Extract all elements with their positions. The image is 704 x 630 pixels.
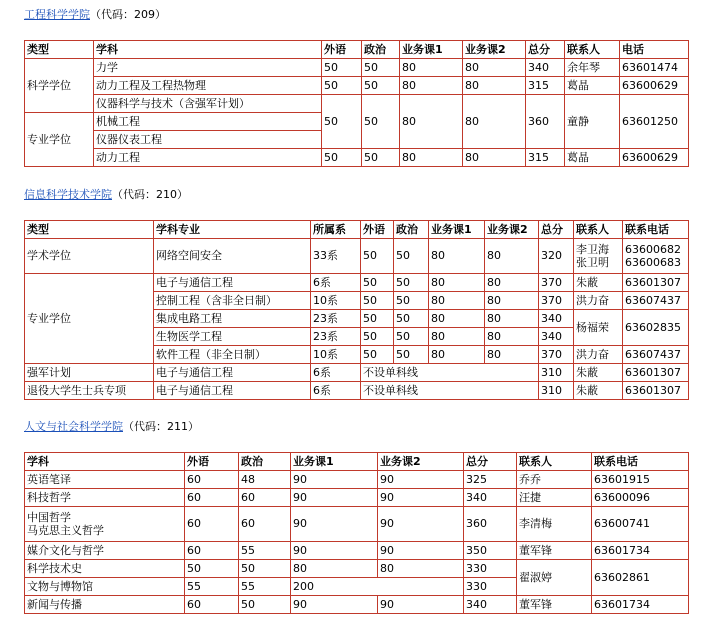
cell: 60 xyxy=(185,471,239,489)
cell: 350 xyxy=(464,542,517,560)
header-cell: 联系电话 xyxy=(592,453,689,471)
phone-cell: 63601915 xyxy=(592,471,689,489)
contact-cell: 乔乔 xyxy=(517,471,592,489)
header-cell: 业务课2 xyxy=(378,453,464,471)
phone-cell: 63600629 xyxy=(620,77,689,95)
cell: 90 xyxy=(378,507,464,542)
header-cell: 外语 xyxy=(185,453,239,471)
section-title-humanities xyxy=(24,420,199,434)
cell: 370 xyxy=(539,346,574,364)
contact-cell: 葛晶 xyxy=(565,149,620,167)
header-cell: 政治 xyxy=(362,41,400,59)
cell: 80 xyxy=(485,292,539,310)
table-header-row xyxy=(25,453,689,471)
table-row xyxy=(25,507,689,542)
humanities-score-table xyxy=(24,452,689,614)
cell: 50 xyxy=(361,310,394,328)
phone-cell: 63600096 xyxy=(592,489,689,507)
header-cell: 总分 xyxy=(526,41,565,59)
header-cell: 政治 xyxy=(394,221,429,239)
cell: 80 xyxy=(463,77,526,95)
subject-cell: 网络空间安全 xyxy=(154,239,311,274)
cell: 50 xyxy=(394,239,429,274)
humanities-school-link[interactable]: 人文与社会科学学院 xyxy=(24,420,123,433)
contact-name: 李卫海 xyxy=(576,243,609,256)
contact-cell: 朱蔽 xyxy=(574,364,623,382)
table-row xyxy=(25,596,689,614)
note-cell: 不设单科线 xyxy=(361,382,539,400)
cell: 50 xyxy=(361,292,394,310)
subject-cell: 软件工程（非全日制） xyxy=(154,346,311,364)
subject-cell: 英语笔译 xyxy=(25,471,185,489)
type-cell: 退役大学生士兵专项 xyxy=(25,382,154,400)
subject-cell: 生物医学工程 xyxy=(154,328,311,346)
contact-cell: 洪力奋 xyxy=(574,346,623,364)
cell: 200 xyxy=(291,578,464,596)
table-row xyxy=(25,149,689,167)
cell: 50 xyxy=(185,560,239,578)
phone-cell: 63607437 xyxy=(623,292,689,310)
table-row xyxy=(25,59,689,77)
cell: 310 xyxy=(539,364,574,382)
phone-cell: 63600741 xyxy=(592,507,689,542)
cell: 50 xyxy=(394,328,429,346)
subject-cell: 电子与通信工程 xyxy=(154,364,311,382)
phone-number: 63600683 xyxy=(625,256,681,269)
cell: 340 xyxy=(464,489,517,507)
cell: 50 xyxy=(362,95,400,149)
subject-cell: 力学 xyxy=(94,59,322,77)
cell: 50 xyxy=(361,274,394,292)
cell: 60 xyxy=(185,507,239,542)
cell: 50 xyxy=(239,596,291,614)
cell: 315 xyxy=(526,149,565,167)
contact-cell: 翟淑婷 xyxy=(517,560,592,596)
cell: 340 xyxy=(539,310,574,328)
cell: 50 xyxy=(322,95,362,149)
header-cell: 学科 xyxy=(25,453,185,471)
header-cell: 业务课1 xyxy=(400,41,463,59)
cell: 80 xyxy=(378,560,464,578)
cell: 80 xyxy=(400,77,463,95)
phone-cell: 63601307 xyxy=(623,274,689,292)
cell: 80 xyxy=(400,59,463,77)
phone-cell: 63601474 xyxy=(620,59,689,77)
engineering-school-link[interactable]: 工程科学学院 xyxy=(24,8,90,21)
type-cell: 科学学位 xyxy=(25,59,94,113)
cell: 23系 xyxy=(311,310,361,328)
cell: 50 xyxy=(361,328,394,346)
table-row xyxy=(25,274,689,292)
contact-cell: 董军锋 xyxy=(517,542,592,560)
phone-cell: 63601734 xyxy=(592,596,689,614)
cell: 340 xyxy=(464,596,517,614)
phone-cell: 63602861 xyxy=(592,560,689,596)
cell: 330 xyxy=(464,578,517,596)
header-cell: 业务课1 xyxy=(429,221,485,239)
cell: 50 xyxy=(394,292,429,310)
subject-cell: 机械工程 xyxy=(94,113,322,131)
contact-cell: 汪捷 xyxy=(517,489,592,507)
subject-cell: 科学技术史 xyxy=(25,560,185,578)
type-cell: 强军计划 xyxy=(25,364,154,382)
table-row xyxy=(25,382,689,400)
cell: 325 xyxy=(464,471,517,489)
phone-cell xyxy=(623,239,689,274)
header-cell: 业务课2 xyxy=(463,41,526,59)
table-row xyxy=(25,77,689,95)
table-header-row xyxy=(25,221,689,239)
header-cell: 政治 xyxy=(239,453,291,471)
information-school-code: （代码：210） xyxy=(112,188,188,201)
table-row xyxy=(25,542,689,560)
contact-name: 张卫明 xyxy=(576,256,609,269)
cell: 80 xyxy=(485,346,539,364)
subject-cell: 文物与博物馆 xyxy=(25,578,185,596)
header-cell: 外语 xyxy=(322,41,362,59)
cell: 50 xyxy=(394,274,429,292)
header-cell: 电话 xyxy=(620,41,689,59)
cell: 60 xyxy=(239,507,291,542)
cell: 6系 xyxy=(311,382,361,400)
note-cell: 不设单科线 xyxy=(361,364,539,382)
cell: 60 xyxy=(185,596,239,614)
cell: 10系 xyxy=(311,292,361,310)
cell: 340 xyxy=(526,59,565,77)
cell: 80 xyxy=(400,149,463,167)
table-row xyxy=(25,364,689,382)
cell: 6系 xyxy=(311,274,361,292)
subject-line: 马克思主义哲学 xyxy=(27,524,104,537)
contact-cell: 董军锋 xyxy=(517,596,592,614)
phone-cell: 63601734 xyxy=(592,542,689,560)
cell: 50 xyxy=(361,239,394,274)
cell: 80 xyxy=(429,239,485,274)
subject-cell: 动力工程及工程热物理 xyxy=(94,77,322,95)
subject-line: 中国哲学 xyxy=(27,511,71,524)
cell: 55 xyxy=(239,542,291,560)
cell: 80 xyxy=(485,328,539,346)
header-cell: 学科 xyxy=(94,41,322,59)
cell: 80 xyxy=(485,310,539,328)
section-title-information xyxy=(24,188,188,202)
cell: 90 xyxy=(291,596,378,614)
phone-cell: 63601307 xyxy=(623,364,689,382)
cell: 90 xyxy=(291,471,378,489)
contact-cell: 朱蔽 xyxy=(574,274,623,292)
contact-cell xyxy=(574,239,623,274)
subject-cell xyxy=(25,507,185,542)
engineering-school-code: （代码：209） xyxy=(90,8,166,21)
subject-cell: 集成电路工程 xyxy=(154,310,311,328)
phone-cell: 63601307 xyxy=(623,382,689,400)
cell: 50 xyxy=(239,560,291,578)
contact-cell: 葛晶 xyxy=(565,77,620,95)
header-cell: 联系电话 xyxy=(623,221,689,239)
cell: 90 xyxy=(291,489,378,507)
cell: 80 xyxy=(429,310,485,328)
cell: 320 xyxy=(539,239,574,274)
cell: 50 xyxy=(362,59,400,77)
cell: 90 xyxy=(291,542,378,560)
cell: 48 xyxy=(239,471,291,489)
table-row xyxy=(25,489,689,507)
phone-number: 63600682 xyxy=(625,243,681,256)
cell: 23系 xyxy=(311,328,361,346)
cell: 80 xyxy=(463,59,526,77)
table-row xyxy=(25,239,689,274)
table-row xyxy=(25,471,689,489)
information-school-link[interactable]: 信息科学技术学院 xyxy=(24,188,112,201)
cell: 50 xyxy=(322,77,362,95)
information-score-table xyxy=(24,220,689,400)
phone-cell: 63607437 xyxy=(623,346,689,364)
cell: 50 xyxy=(361,346,394,364)
cell: 80 xyxy=(400,95,463,149)
cell: 360 xyxy=(526,95,565,149)
cell: 80 xyxy=(429,328,485,346)
contact-cell: 童静 xyxy=(565,95,620,149)
cell: 315 xyxy=(526,77,565,95)
contact-cell: 杨福荣 xyxy=(574,310,623,346)
cell: 90 xyxy=(291,507,378,542)
cell: 50 xyxy=(394,346,429,364)
cell: 50 xyxy=(394,310,429,328)
subject-cell: 控制工程（含非全日制） xyxy=(154,292,311,310)
subject-cell: 仪器科学与技术（含强军计划） xyxy=(94,95,322,113)
cell: 90 xyxy=(378,542,464,560)
engineering-score-table xyxy=(24,40,689,167)
header-cell: 业务课2 xyxy=(485,221,539,239)
subject-cell: 电子与通信工程 xyxy=(154,274,311,292)
subject-cell: 电子与通信工程 xyxy=(154,382,311,400)
cell: 60 xyxy=(185,489,239,507)
header-cell: 总分 xyxy=(464,453,517,471)
subject-cell: 新闻与传播 xyxy=(25,596,185,614)
table-header-row xyxy=(25,41,689,59)
section-title-engineering xyxy=(24,8,166,22)
header-cell: 外语 xyxy=(361,221,394,239)
cell: 80 xyxy=(463,149,526,167)
cell: 80 xyxy=(429,274,485,292)
type-cell: 专业学位 xyxy=(25,274,154,364)
contact-cell: 李清梅 xyxy=(517,507,592,542)
header-cell: 所属系 xyxy=(311,221,361,239)
cell: 55 xyxy=(239,578,291,596)
table-row xyxy=(25,95,689,113)
cell: 90 xyxy=(378,596,464,614)
cell: 80 xyxy=(463,95,526,149)
header-cell: 类型 xyxy=(25,41,94,59)
cell: 80 xyxy=(429,292,485,310)
cell: 80 xyxy=(429,346,485,364)
cell: 80 xyxy=(291,560,378,578)
header-cell: 联系人 xyxy=(565,41,620,59)
cell: 50 xyxy=(362,149,400,167)
cell: 370 xyxy=(539,274,574,292)
cell: 80 xyxy=(485,239,539,274)
contact-cell: 朱蔽 xyxy=(574,382,623,400)
cell: 50 xyxy=(362,77,400,95)
header-cell: 总分 xyxy=(539,221,574,239)
subject-cell: 仪器仪表工程 xyxy=(94,131,322,149)
phone-cell: 63602835 xyxy=(623,310,689,346)
cell: 340 xyxy=(539,328,574,346)
cell: 10系 xyxy=(311,346,361,364)
cell: 33系 xyxy=(311,239,361,274)
cell: 310 xyxy=(539,382,574,400)
phone-cell: 63600629 xyxy=(620,149,689,167)
cell: 330 xyxy=(464,560,517,578)
cell: 6系 xyxy=(311,364,361,382)
subject-cell: 媒介文化与哲学 xyxy=(25,542,185,560)
contact-cell: 洪力奋 xyxy=(574,292,623,310)
cell: 60 xyxy=(185,542,239,560)
cell: 370 xyxy=(539,292,574,310)
cell: 60 xyxy=(239,489,291,507)
contact-cell: 余年琴 xyxy=(565,59,620,77)
phone-cell: 63601250 xyxy=(620,95,689,149)
header-cell: 联系人 xyxy=(517,453,592,471)
type-cell: 专业学位 xyxy=(25,113,94,167)
cell: 50 xyxy=(322,59,362,77)
subject-cell: 动力工程 xyxy=(94,149,322,167)
header-cell: 联系人 xyxy=(574,221,623,239)
cell: 90 xyxy=(378,471,464,489)
cell: 50 xyxy=(322,149,362,167)
header-cell: 类型 xyxy=(25,221,154,239)
header-cell: 业务课1 xyxy=(291,453,378,471)
cell: 80 xyxy=(485,274,539,292)
humanities-school-code: （代码：211） xyxy=(123,420,199,433)
cell: 55 xyxy=(185,578,239,596)
subject-cell: 科技哲学 xyxy=(25,489,185,507)
type-cell: 学术学位 xyxy=(25,239,154,274)
header-cell: 学科专业 xyxy=(154,221,311,239)
table-row xyxy=(25,560,689,578)
cell: 360 xyxy=(464,507,517,542)
cell: 90 xyxy=(378,489,464,507)
